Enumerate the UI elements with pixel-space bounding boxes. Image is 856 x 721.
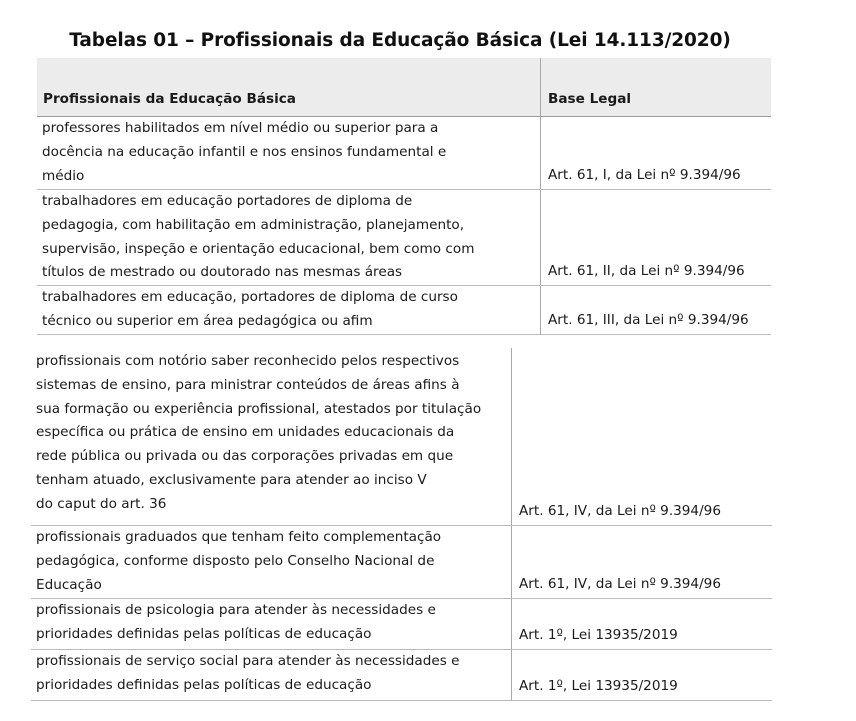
description-line: prioridades definidas pelas políticas de educação <box>36 625 372 642</box>
description-line: sistemas de ensino, para ministrar conteúdos de áreas afins à <box>36 376 460 393</box>
table-row <box>37 190 771 286</box>
table-row <box>31 650 772 701</box>
professional-description <box>31 650 508 698</box>
table-row <box>37 117 771 190</box>
professional-description <box>37 286 502 334</box>
table-header-row <box>37 58 771 117</box>
description-line: profissionais com notório saber reconhecido pelos respectivos <box>36 353 460 369</box>
legal-basis: Art. 1º, Lei 13935/2019 <box>519 678 678 695</box>
legal-basis: Art. 61, IV, da Lei nº 9.394/96 <box>519 503 721 520</box>
professional-description <box>37 117 502 188</box>
description-line: rede pública ou privada ou das corporações privadas em que <box>36 448 454 465</box>
description-line: trabalhadores em educação portadores de diploma de <box>42 193 413 209</box>
professional-description <box>31 526 508 597</box>
description-line: do caput do art. 36 <box>36 495 167 512</box>
legal-basis: Art. 1º, Lei 13935/2019 <box>519 627 678 644</box>
description-line: sua formação ou experiência profissional, atestados por titulação <box>36 400 482 417</box>
professionals-table-1 <box>37 58 771 335</box>
description-line: profissionais de psicologia para atender às necessidades e <box>36 602 436 618</box>
description-line: títulos de mestrado ou doutorado nas mesmas áreas <box>42 264 403 281</box>
description-line: específica ou prática de ensino em unidades educacionais da <box>36 424 455 441</box>
description-line: tenham atuado, exclusivamente para atender ao inciso V <box>36 471 427 488</box>
document-title: Tabelas 01 – Profissionais da Educação Básica (Lei 14.113/2020) <box>69 30 731 51</box>
description-line: trabalhadores em educação, portadores de diploma de curso <box>42 289 458 305</box>
description-line: profissionais de serviço social para atender às necessidades e <box>36 653 460 669</box>
description-line: professores habilitados em nível médio ou superior para a <box>42 120 439 136</box>
professionals-table-2 <box>31 348 772 701</box>
professional-description <box>37 190 502 285</box>
table-row <box>37 286 771 335</box>
professional-description <box>31 599 508 647</box>
description-line: pedagogia, com habilitação em administração, planejamento, <box>42 216 465 233</box>
professional-description <box>31 348 508 517</box>
description-line: médio <box>42 167 85 184</box>
legal-basis: Art. 61, III, da Lei nº 9.394/96 <box>548 312 749 329</box>
description-line: técnico ou superior em área pedagógica ou afim <box>42 312 373 329</box>
description-line: docência na educação infantil e nos ensinos fundamental e <box>42 143 447 160</box>
description-line: pedagógica, conforme disposto pelo Conselho Nacional de <box>36 552 435 569</box>
column-divider <box>540 58 541 116</box>
table-row <box>31 348 772 526</box>
table-row <box>31 599 772 650</box>
description-line: Educação <box>36 576 102 593</box>
table-row <box>31 526 772 599</box>
column-divider <box>511 348 512 525</box>
legal-basis: Art. 61, II, da Lei nº 9.394/96 <box>548 263 745 280</box>
description-line: supervisão, inspeção e orientação educacional, bem como com <box>42 240 475 257</box>
description-line: prioridades definidas pelas políticas de educação <box>36 676 372 693</box>
header-professionals: Profissionais da Educação Básica <box>43 91 296 108</box>
legal-basis: Art. 61, I, da Lei nº 9.394/96 <box>548 167 741 184</box>
legal-basis: Art. 61, IV, da Lei nº 9.394/96 <box>519 576 721 593</box>
description-line: profissionais graduados que tenham feito complementação <box>36 529 442 545</box>
header-legal-basis: Base Legal <box>548 91 632 108</box>
